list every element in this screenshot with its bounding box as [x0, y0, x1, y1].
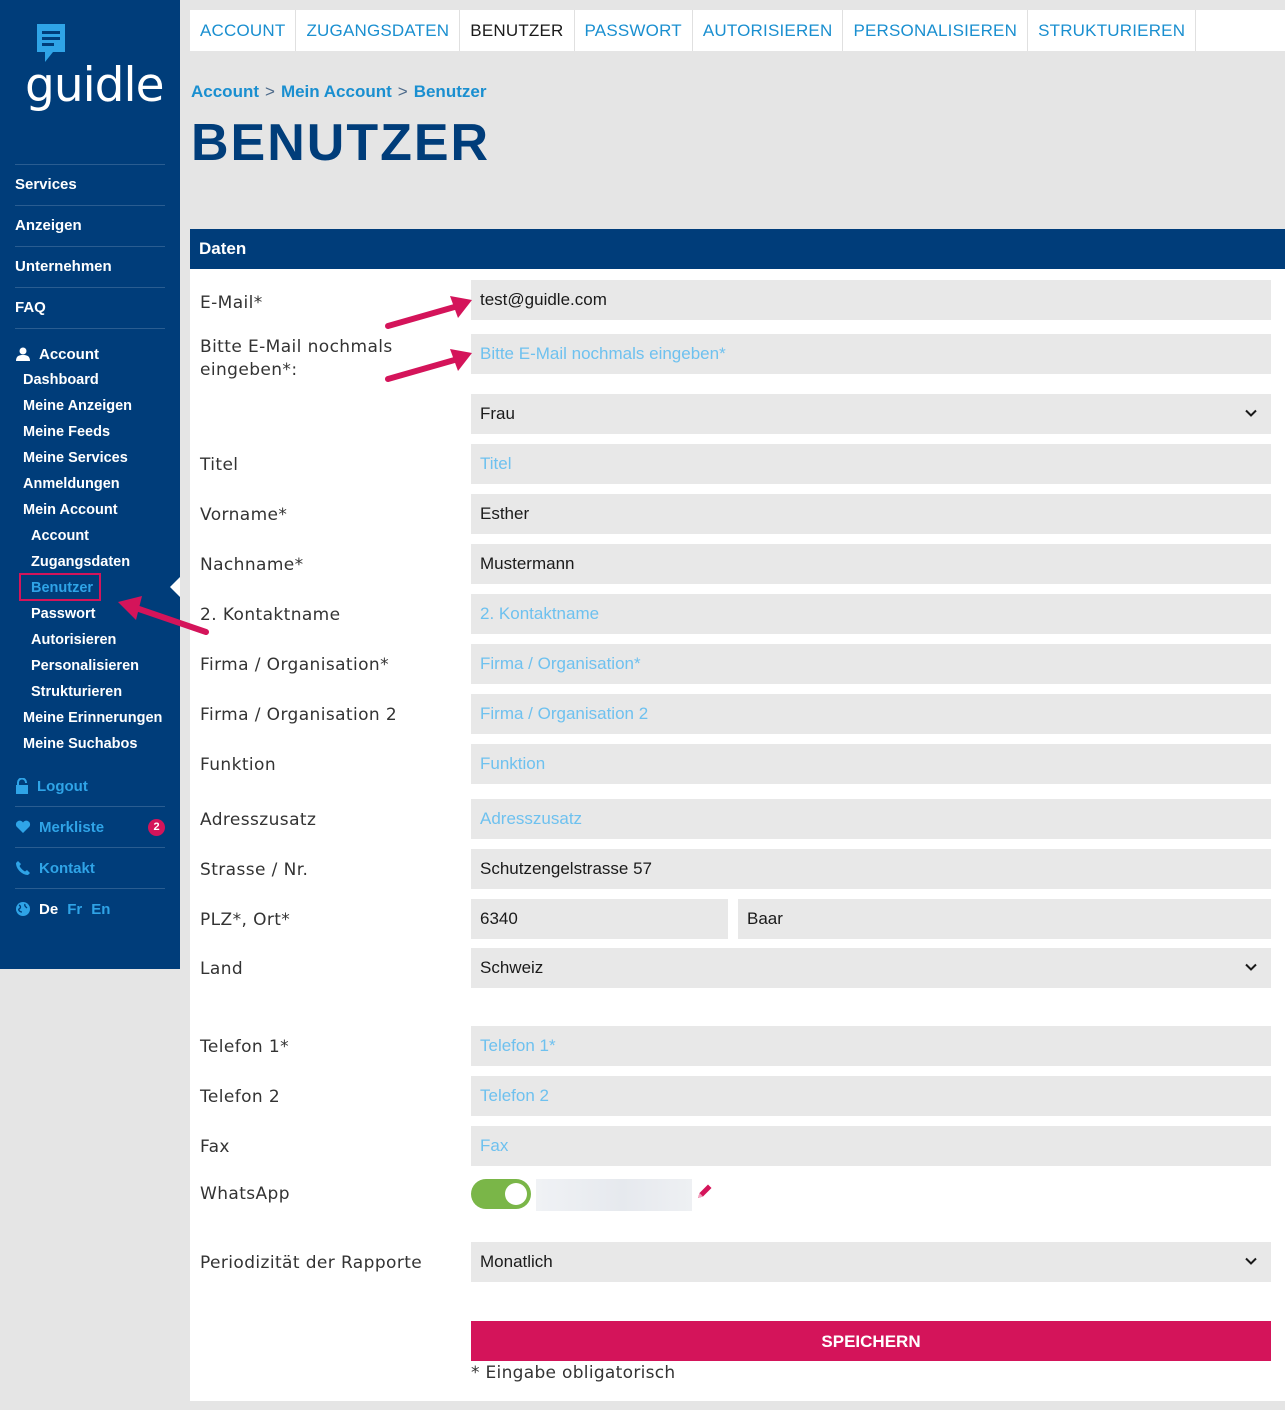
user-data-form [190, 229, 1285, 1401]
section-title: Daten [190, 229, 1285, 269]
sidebar-item-account[interactable]: Account [31, 528, 89, 544]
breadcrumb-separator: > [265, 82, 275, 101]
kontakt-link[interactable] [15, 848, 165, 889]
plz-ort-label: PLZ*, Ort* [200, 910, 291, 930]
language-de[interactable]: De [39, 900, 59, 918]
sidebar-item-mein-account[interactable]: Mein Account [23, 502, 118, 518]
chevron-down-icon [1245, 963, 1257, 972]
sidebar-item-zugangsdaten[interactable]: Zugangsdaten [31, 554, 131, 570]
annotation-arrow-email-confirm [380, 345, 480, 390]
language-fr[interactable]: Fr [67, 900, 83, 918]
strasse-label: Strasse / Nr. [200, 860, 309, 880]
active-item-highlight [19, 573, 101, 601]
breadcrumb-benutzer[interactable]: Benutzer [413, 82, 487, 101]
sidebar-account-nav [15, 328, 165, 757]
tab-zugangsdaten[interactable]: ZUGANGSDATEN [296, 10, 460, 51]
kontaktname2-field[interactable]: 2. Kontaktname [471, 594, 1271, 634]
merkliste-count-badge: 2 [148, 819, 165, 836]
tab-autorisieren[interactable]: AUTORISIEREN [693, 10, 844, 51]
email-field[interactable]: test@guidle.com [471, 280, 1271, 320]
vorname-field[interactable]: Esther [471, 494, 1271, 534]
adresszusatz-label: Adresszusatz [200, 810, 317, 830]
sidebar [0, 0, 180, 969]
logo-text: guidle [25, 58, 164, 113]
sidebar-item-meine-anzeigen[interactable]: Meine Anzeigen [23, 398, 133, 414]
breadcrumb-mein-account[interactable]: Mein Account [280, 82, 392, 101]
phone-icon [15, 860, 31, 876]
nachname-label: Nachname* [200, 555, 304, 575]
sidebar-item-meine-suchabos[interactable]: Meine Suchabos [23, 736, 138, 752]
tab-personalisieren[interactable]: PERSONALISIEREN [843, 10, 1028, 51]
globe-icon [15, 901, 31, 917]
periodizitaet-select[interactable] [471, 1242, 1271, 1282]
kontakt-label: Kontakt [39, 859, 95, 877]
email-label: E-Mail* [200, 293, 263, 313]
land-label: Land [200, 959, 244, 979]
toggle-knob [505, 1183, 527, 1205]
adresszusatz-field[interactable]: Adresszusatz [471, 799, 1271, 839]
merkliste-label: Merkliste [39, 818, 105, 836]
sidebar-item-meine-services[interactable]: Meine Services [23, 450, 128, 466]
whatsapp-toggle[interactable] [471, 1179, 531, 1209]
telefon1-label: Telefon 1* [200, 1037, 290, 1057]
sidebar-item-faq[interactable]: FAQ [15, 287, 165, 328]
salutation-value: Frau [480, 404, 515, 423]
land-value: Schweiz [480, 958, 544, 977]
chevron-down-icon [1245, 409, 1257, 418]
sidebar-item-benutzer[interactable]: Benutzer [31, 580, 94, 596]
sidebar-item-meine-feeds[interactable]: Meine Feeds [23, 424, 111, 440]
funktion-field[interactable]: Funktion [471, 744, 1271, 784]
telefon1-field[interactable]: Telefon 1* [471, 1026, 1271, 1066]
plz-field[interactable]: 6340 [471, 899, 728, 939]
breadcrumb-separator: > [397, 82, 408, 101]
lock-icon [15, 778, 29, 794]
titel-field[interactable]: Titel [471, 444, 1271, 484]
heart-icon [15, 820, 31, 834]
sidebar-item-dashboard[interactable]: Dashboard [23, 372, 99, 388]
nachname-field[interactable]: Mustermann [471, 544, 1271, 584]
salutation-select[interactable] [471, 394, 1271, 434]
sidebar-item-passwort[interactable]: Passwort [31, 606, 96, 622]
whatsapp-number-redacted [536, 1179, 692, 1211]
page-title: BENUTZER [191, 114, 491, 172]
logout-label: Logout [37, 777, 88, 795]
sidebar-main-nav [15, 164, 165, 328]
firma2-field[interactable]: Firma / Organisation 2 [471, 694, 1271, 734]
fax-field[interactable]: Fax [471, 1126, 1271, 1166]
telefon2-label: Telefon 2 [200, 1087, 281, 1107]
breadcrumb [191, 82, 486, 102]
strasse-field[interactable]: Schutzengelstrasse 57 [471, 849, 1271, 889]
email-confirm-field[interactable]: Bitte E-Mail nochmals eingeben* [471, 334, 1271, 374]
periodizitaet-label: Periodizität der Rapporte [200, 1253, 423, 1273]
sidebar-item-anzeigen[interactable]: Anzeigen [15, 205, 165, 246]
ort-field[interactable]: Baar [738, 899, 1271, 939]
sidebar-item-personalisieren[interactable]: Personalisieren [31, 658, 139, 674]
sidebar-item-anmeldungen[interactable]: Anmeldungen [23, 476, 120, 492]
tab-strukturieren[interactable]: STRUKTURIEREN [1028, 10, 1196, 51]
sidebar-footer [15, 766, 165, 929]
save-button[interactable]: SPEICHERN [471, 1321, 1271, 1361]
fax-label: Fax [200, 1137, 230, 1157]
language-en[interactable]: En [91, 900, 111, 918]
guidle-logo[interactable] [25, 20, 165, 120]
sidebar-item-unternehmen[interactable]: Unternehmen [15, 246, 165, 287]
pencil-icon[interactable] [695, 1181, 715, 1201]
periodizitaet-value: Monatlich [480, 1252, 553, 1271]
annotation-arrow-benutzer [108, 592, 218, 642]
user-icon [15, 346, 31, 362]
sidebar-item-services[interactable]: Services [15, 164, 165, 205]
annotation-arrow-email [380, 290, 480, 335]
whatsapp-label: WhatsApp [200, 1184, 290, 1204]
language-switcher [15, 889, 165, 929]
sidebar-account-label: Account [39, 345, 99, 363]
firma-label: Firma / Organisation* [200, 655, 389, 675]
chevron-down-icon [1245, 1257, 1257, 1266]
funktion-label: Funktion [200, 755, 277, 775]
required-note: * Eingabe obligatorisch [471, 1363, 676, 1383]
kontaktname2-label: 2. Kontaktname [200, 605, 341, 625]
firma2-label: Firma / Organisation 2 [200, 705, 398, 725]
tab-account[interactable]: ACCOUNT [190, 10, 296, 51]
land-select[interactable] [471, 948, 1271, 988]
tab-benutzer[interactable]: BENUTZER [460, 10, 574, 51]
merkliste-link[interactable] [15, 807, 165, 848]
tab-passwort[interactable]: PASSWORT [575, 10, 693, 51]
vorname-label: Vorname* [200, 505, 288, 525]
logout-link[interactable] [15, 766, 165, 807]
firma-field[interactable]: Firma / Organisation* [471, 644, 1271, 684]
sidebar-item-meine-erinnerungen[interactable]: Meine Erinnerungen [23, 710, 163, 726]
email-confirm-label: Bitte E-Mail nochmals eingeben*: [200, 337, 393, 380]
sidebar-item-strukturieren[interactable]: Strukturieren [31, 684, 123, 700]
telefon2-field[interactable]: Telefon 2 [471, 1076, 1271, 1116]
sidebar-account-header[interactable] [15, 341, 165, 367]
titel-label: Titel [200, 455, 239, 475]
breadcrumb-account[interactable]: Account [191, 82, 259, 101]
account-tabs [190, 10, 1285, 51]
sidebar-item-autorisieren[interactable]: Autorisieren [31, 632, 117, 648]
